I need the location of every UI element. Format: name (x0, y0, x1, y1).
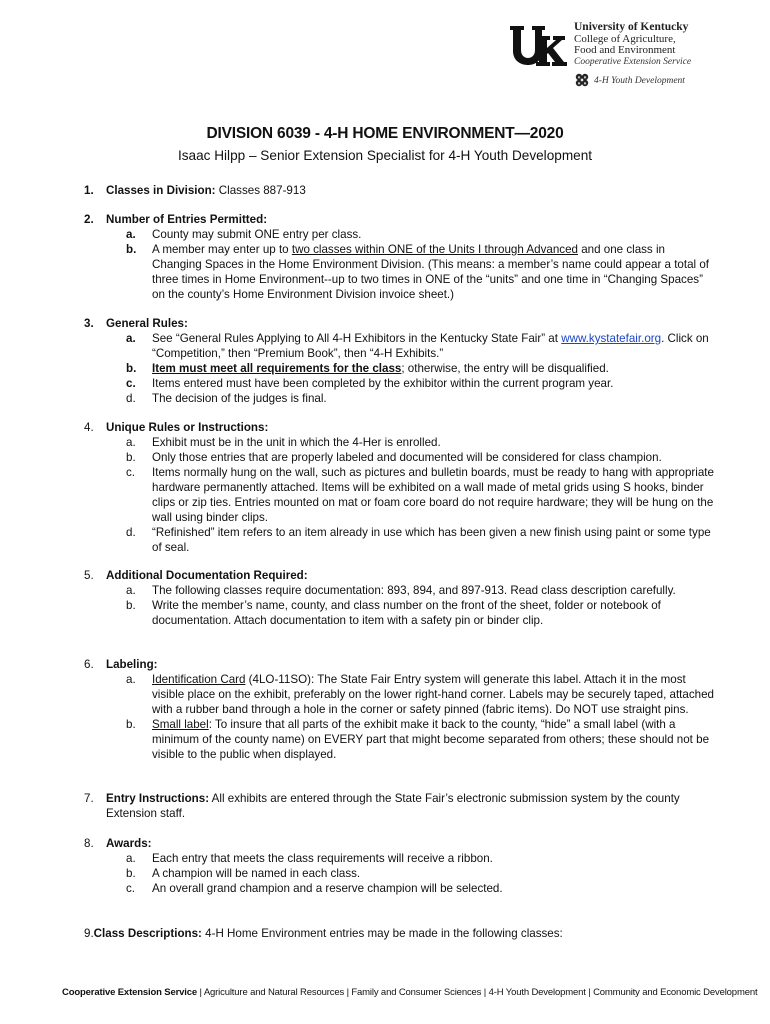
section-text: 4-H Home Environment entries may be made in the following classes: (201, 927, 563, 940)
section-heading: Number of Entries Permitted: (106, 213, 268, 226)
item-letter: b. (126, 451, 136, 464)
item-text: “Refinished” item refers to an item already in use which has been given a new finish using paint or some type of seal. (152, 526, 711, 554)
list-item (126, 881, 714, 896)
list-item (126, 361, 714, 376)
item-letter: a. (126, 436, 136, 449)
section-number: 9. (84, 927, 94, 940)
list-item (126, 851, 714, 866)
list-item (126, 583, 714, 598)
section-heading: Labeling: (106, 658, 158, 671)
item-text: The decision of the judges is final. (152, 392, 327, 405)
item-text: and one class in Changing Spaces in the Home Environment Division. (This means: a member’s name could appear a total of three times in Home Environment--up to two times in ONE of the “units” and one time in “Changing Spaces” on the county’s Home Environment Division invoice sheet.) (152, 243, 709, 301)
section-items (126, 851, 714, 896)
list-item (126, 525, 714, 555)
uk-logo (508, 22, 708, 96)
section-heading: Class Descriptions: (93, 927, 202, 940)
item-text: Items normally hung on the wall, such as pictures and bulletin boards, must be ready to hang with appropriate hardware permanently attached. Items will be exhibited on a wall made of metal grids using S hooks, binder clips or zip ties. Entries mounted on mat or foam core board do not require hardware; they will be hung on the wall using binder clips. (152, 466, 714, 524)
section-items (126, 331, 714, 406)
item-underlined-text: two classes within ONE of the Units I through Advanced (291, 243, 578, 256)
item-text: Exhibit must be in the unit in which the 4-Her is enrolled. (152, 436, 441, 449)
org-line-1: University of Kentucky (574, 21, 689, 33)
item-letter: c. (126, 377, 136, 390)
document-title: DIVISION 6039 - 4-H HOME ENVIRONMENT—2020 (206, 125, 564, 142)
list-item (126, 672, 714, 717)
item-letter: b. (126, 599, 136, 612)
section-9 (84, 926, 714, 941)
section-items (126, 227, 714, 302)
list-item (126, 598, 714, 628)
item-letter: b. (126, 362, 137, 375)
section-heading: General Rules: (106, 317, 188, 330)
list-item (126, 465, 714, 525)
list-item (126, 717, 714, 762)
section-number: 8. (84, 837, 94, 850)
svg-text:H: H (583, 75, 587, 80)
item-letter: c. (126, 882, 136, 895)
list-item (126, 866, 714, 881)
item-text: A member may enter up to (152, 243, 292, 256)
item-letter: c. (126, 466, 136, 479)
item-letter: d. (126, 526, 136, 539)
kystatefair-link[interactable]: www.kystatefair.org (561, 332, 662, 345)
list-item (126, 331, 714, 361)
footer-lead: Cooperative Extension Service (62, 987, 198, 998)
item-text: (4LO-11SO): The State Fair Entry system will generate this label. Attach it in the most visible place on the exhibit, preferably on the lower right-hand corner. Labels may be securely taped, attached with a rubber band through a hole in the corner or safety pinned (fabric items). Do NOT use straight pins. (152, 673, 714, 716)
item-letter: b. (126, 867, 136, 880)
list-item (126, 376, 714, 391)
item-text: An overall grand champion and a reserve champion will be selected. (152, 882, 503, 895)
section-number: 6. (84, 658, 94, 671)
section-number: 2. (84, 213, 94, 226)
item-text: The following classes require documentation: 893, 894, and 897-913. Read class description carefully. (152, 584, 676, 597)
uk-logo-mark (508, 24, 568, 68)
item-underlined-text: Small label (152, 718, 209, 731)
footer-units: | Agriculture and Natural Resources | Family and Consumer Sciences | 4-H Youth Development | Community and Economic Development (197, 987, 758, 998)
svg-text:H: H (577, 81, 581, 86)
section-number: 1. (84, 184, 94, 197)
section-number: 5. (84, 569, 94, 582)
section-heading: Unique Rules or Instructions: (106, 421, 269, 434)
clover-icon (574, 72, 590, 88)
item-text: County may submit ONE entry per class. (152, 228, 362, 241)
list-item (126, 391, 714, 406)
document-subtitle: Isaac Hilpp – Senior Extension Specialist for 4-H Youth Development (177, 148, 593, 163)
section-items (126, 672, 714, 762)
org-line-2: College of Agriculture, (574, 32, 676, 45)
item-letter: a. (126, 852, 136, 865)
list-item (126, 435, 714, 450)
item-letter: a. (126, 228, 136, 241)
footer (62, 985, 757, 1000)
youth-development-label: 4-H Youth Development (594, 76, 685, 86)
item-text: : To insure that all parts of the exhibit make it back to the county, “hide” a small label (with a minimum of the county name) on EVERY part that might become separated from others; these should not be visible to the public when displayed. (152, 718, 710, 761)
item-text: ; otherwise, the entry will be disqualified. (401, 362, 609, 375)
section-heading: Additional Documentation Required: (106, 569, 308, 582)
section-items (126, 583, 714, 628)
section-number: 7. (84, 792, 94, 805)
item-letter: a. (126, 584, 136, 597)
item-letter: b. (126, 243, 137, 256)
section-items (126, 435, 714, 555)
item-letter: d. (126, 392, 136, 405)
item-underlined-text: Identification Card (152, 673, 246, 686)
section-number: 4. (84, 421, 94, 434)
item-letter: a. (126, 332, 136, 345)
item-text: A champion will be named in each class. (152, 867, 361, 880)
section-heading: Entry Instructions: (106, 792, 210, 805)
item-letter: a. (126, 673, 136, 686)
section-heading: Awards: (106, 837, 152, 850)
list-item (126, 227, 714, 242)
item-letter: b. (126, 718, 136, 731)
item-text: See “General Rules Applying to All 4-H Exhibitors in the Kentucky State Fair” at (152, 332, 562, 345)
item-text: . Click on “Competition,” then “Premium Book”, then “4-H Exhibits.” (152, 332, 709, 360)
org-name (574, 22, 691, 68)
item-text: Write the member’s name, county, and class number on the front of the sheet, folder or notebook of documentation. Attach documentation to item with a safety pin or binder clip. (152, 599, 661, 627)
org-line-4: Cooperative Extension Service (574, 56, 692, 67)
list-item (126, 242, 714, 302)
item-text: Each entry that meets the class requirements will receive a ribbon. (152, 852, 493, 865)
section-number: 3. (84, 317, 94, 330)
svg-text:H: H (583, 81, 587, 86)
section-heading: Classes in Division: (106, 184, 216, 197)
section-text: Classes 887-913 (215, 184, 306, 197)
list-item (126, 450, 714, 465)
item-text: Items entered must have been completed by the exhibitor within the current program year. (152, 377, 614, 390)
svg-text:H: H (577, 75, 581, 80)
section-text: All exhibits are entered through the State Fair’s electronic submission system by the county Extension staff. (106, 792, 680, 820)
org-line-3: Food and Environment (574, 44, 676, 56)
item-text: Only those entries that are properly labeled and documented will be considered for class champion. (152, 451, 662, 464)
item-emphasis: Item must meet all requirements for the class (152, 362, 402, 375)
